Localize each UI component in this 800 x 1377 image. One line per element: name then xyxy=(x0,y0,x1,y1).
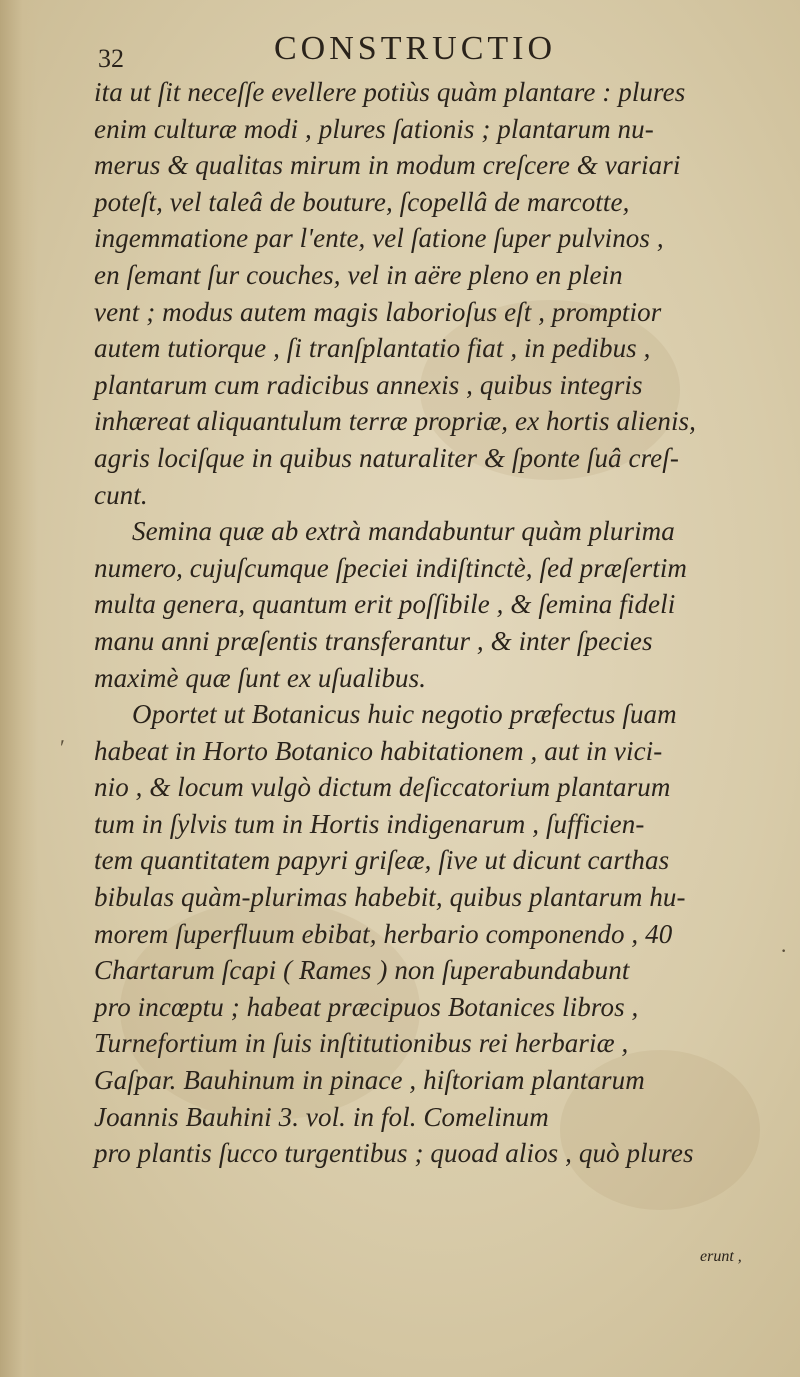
page-gutter-shadow xyxy=(0,0,38,1377)
catchword: erunt , xyxy=(700,1248,742,1265)
text-line: Chartarum ſcapi ( Rames ) non ſuperabundabunt xyxy=(94,955,630,986)
text-line: agris lociſque in quibus naturaliter & ſponte ſuâ creſ- xyxy=(94,442,679,473)
text-line: en ſemant ſur couches, vel in aëre pleno en plein xyxy=(94,259,623,290)
text-line: inhæreat aliquantulum terræ propriæ, ex hortis alienis, xyxy=(94,406,697,437)
text-line: autem tutiorque , ſi tranſplantatio fiat , in pedibus , xyxy=(94,333,651,364)
text-line: tum in ſylvis tum in Hortis indigenarum , ſufficien- xyxy=(94,808,645,839)
paragraph-start-line: Semina quæ ab extrà mandabuntur quàm plurima xyxy=(132,516,675,547)
text-line: pro plantis ſucco turgentibus ; quoad alios , quò plures xyxy=(94,1138,694,1169)
text-line: maximè quæ ſunt ex uſualibus. xyxy=(94,662,427,693)
running-head: CONSTRUCTIO xyxy=(274,30,557,67)
page-header xyxy=(98,26,758,73)
page-number: 32 xyxy=(98,44,124,73)
text-line: Gaſpar. Bauhinum in pinace , hiſtoriam plantarum xyxy=(94,1065,645,1096)
text-line: cunt. xyxy=(94,479,148,510)
text-line: Joannis Bauhini 3. vol. in fol. Comelinum xyxy=(94,1101,549,1132)
margin-mark: · xyxy=(780,938,788,963)
text-line: pro incœptu ; habeat præcipuos Botanices libros , xyxy=(94,991,639,1022)
text-line: tem quantitatem papyri griſeæ, ſive ut dicunt carthas xyxy=(94,845,670,876)
text-line: Turnefortium in ſuis inſtitutionibus rei herbariæ , xyxy=(94,1028,629,1059)
text-line: enim culturæ modi , plures ſationis ; plantarum nu- xyxy=(94,113,654,144)
text-line: manu anni præſentis transferantur , & inter ſpecies xyxy=(94,625,653,656)
text-line: morem ſuperfluum ebibat, herbario componendo , 40 xyxy=(94,918,673,949)
text-line: multa genera, quantum erit poſſibile , & ſemina fideli xyxy=(94,589,676,620)
body-text xyxy=(94,74,774,1172)
text-line: plantarum cum radicibus annexis , quibus integris xyxy=(94,369,643,400)
text-line: vent ; modus autem magis laborioſus eſt , promptior xyxy=(94,296,662,327)
text-line: poteſt, vel taleâ de bouture, ſcopellâ de marcotte, xyxy=(94,186,630,217)
paragraph-start-line: Oportet ut Botanicus huic negotio præfectus ſuam xyxy=(132,699,677,730)
text-line: ita ut ſit neceſſe evellere potiùs quàm plantare : plures xyxy=(94,77,686,107)
text-line: merus & qualitas mirum in modum creſcere & variari xyxy=(94,150,681,181)
text-line: numero, cujuſcumque ſpeciei indiſtinctè, ſed præſertim xyxy=(94,552,688,583)
text-line: habeat in Horto Botanico habitationem , aut in vici- xyxy=(94,735,663,766)
margin-mark: ʹ xyxy=(60,735,65,760)
text-line: ingemmatione par l'ente, vel ſatione ſuper pulvinos , xyxy=(94,223,664,254)
text-line: nio , & locum vulgò dictum deſiccatorium plantarum xyxy=(94,772,671,803)
text-line: bibulas quàm-plurimas habebit, quibus plantarum hu- xyxy=(94,882,686,913)
